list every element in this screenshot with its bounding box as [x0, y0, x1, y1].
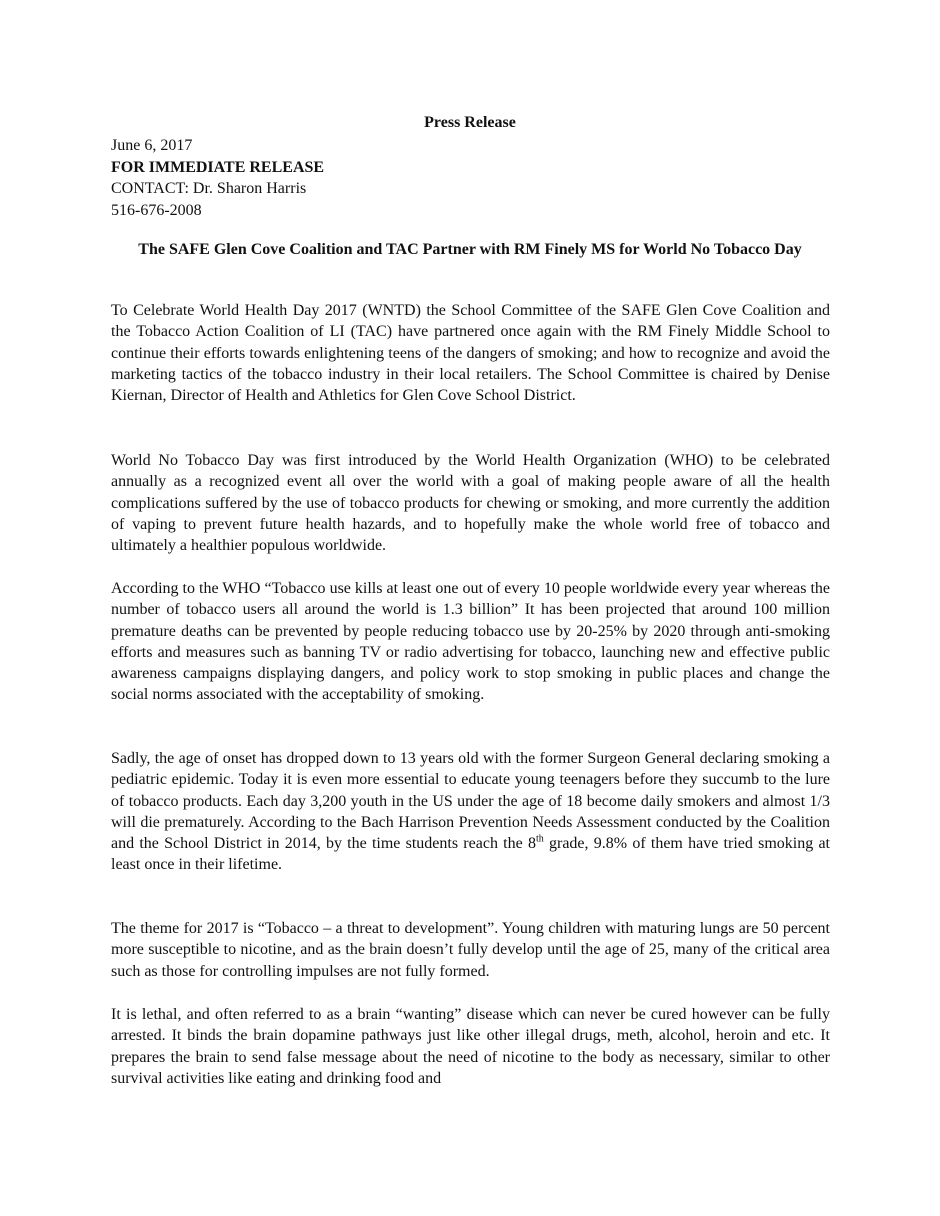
paragraph-4 — [111, 748, 830, 876]
document-heading: Press Release — [424, 114, 516, 131]
paragraph-1: To Celebrate World Health Day 2017 (WNTD) the School Committee of the SAFE Glen Cove Coalition and the Tobacco Action Coalition of LI (TAC) have partnered once again with the RM Finely Middle School to continue their efforts towards enlightening teens of the dangers of smoking; and how to recognize and avoid the marketing tactics of the tobacco industry in their local retailers. The School Committee is chaired by Denise Kiernan, Director of Health and Athletics for Glen Cove School District. — [111, 302, 830, 405]
contact-phone: 516-676-2008 — [111, 201, 202, 219]
paragraph-2: World No Tobacco Day was first introduced by the World Health Organization (WHO) to be celebrated annually as a recognized event all over the world with a goal of making people aware of all the health complications suffered by the use of tobacco products for chewing or smoking, and more currently the addition of vaping to prevent future health hazards, and to hopefully make the whole world free of tobacco and ultimately a healthier populous worldwide. — [111, 452, 830, 555]
release-date: June 6, 2017 — [111, 137, 193, 154]
paragraph-4-text-after: grade, 9.8% of them have tried smoking at least once in their lifetime. — [111, 835, 830, 874]
press-release-title: The SAFE Glen Cove Coalition and TAC Partner with RM Finely MS for World No Tobacco Day — [138, 241, 802, 258]
paragraph-4-text-before: Sadly, the age of onset has dropped down to 13 years old with the former Surgeon General declaring smoking a pediatric epidemic. Today it is even more essential to educate young teenagers before they succumb to the lure of tobacco products. Each day 3,200 youth in the US under the age of 18 become daily smokers and almost 1/3 will die prematurely. According to the Bach Harrison Prevention Needs Assessment conducted by the Coalition and the School District in 2014, by the time students reach the 8 — [111, 750, 830, 853]
contact-name: CONTACT: Dr. Sharon Harris — [111, 180, 307, 197]
release-label: FOR IMMEDIATE RELEASE — [111, 158, 325, 176]
paragraph-5: The theme for 2017 is “Tobacco – a threat to development”. Young children with maturing lungs are 50 percent more susceptible to nicotine, and as the brain doesn’t fully develop until the age of 25, many of the critical area such as those for controlling impulses are not fully formed. — [111, 920, 830, 980]
ordinal-superscript: th — [535, 833, 544, 845]
paragraph-6: It is lethal, and often referred to as a brain “wanting” disease which can never be cured however can be fully arrested. It binds the brain dopamine pathways just like other illegal drugs, meth, alcohol, heroin and etc. It prepares the brain to send false message about the need of nicotine to the body as necessary, similar to other survival activities like eating and drinking food and — [111, 1006, 830, 1087]
release-meta — [111, 135, 831, 221]
paragraph-3: According to the WHO “Tobacco use kills at least one out of every 10 people worldwide every year whereas the number of tobacco users all around the world is 1.3 billion” It has been projected that around 100 million premature deaths can be prevented by people reducing tobacco use by 20-25% by 2020 through anti-smoking efforts and measures such as banning TV or radio advertising for tobacco, launching new and effective public awareness campaigns displaying dangers, and policy work to stop smoking in public places and change the social norms associated with the acceptability of smoking. — [111, 580, 830, 704]
